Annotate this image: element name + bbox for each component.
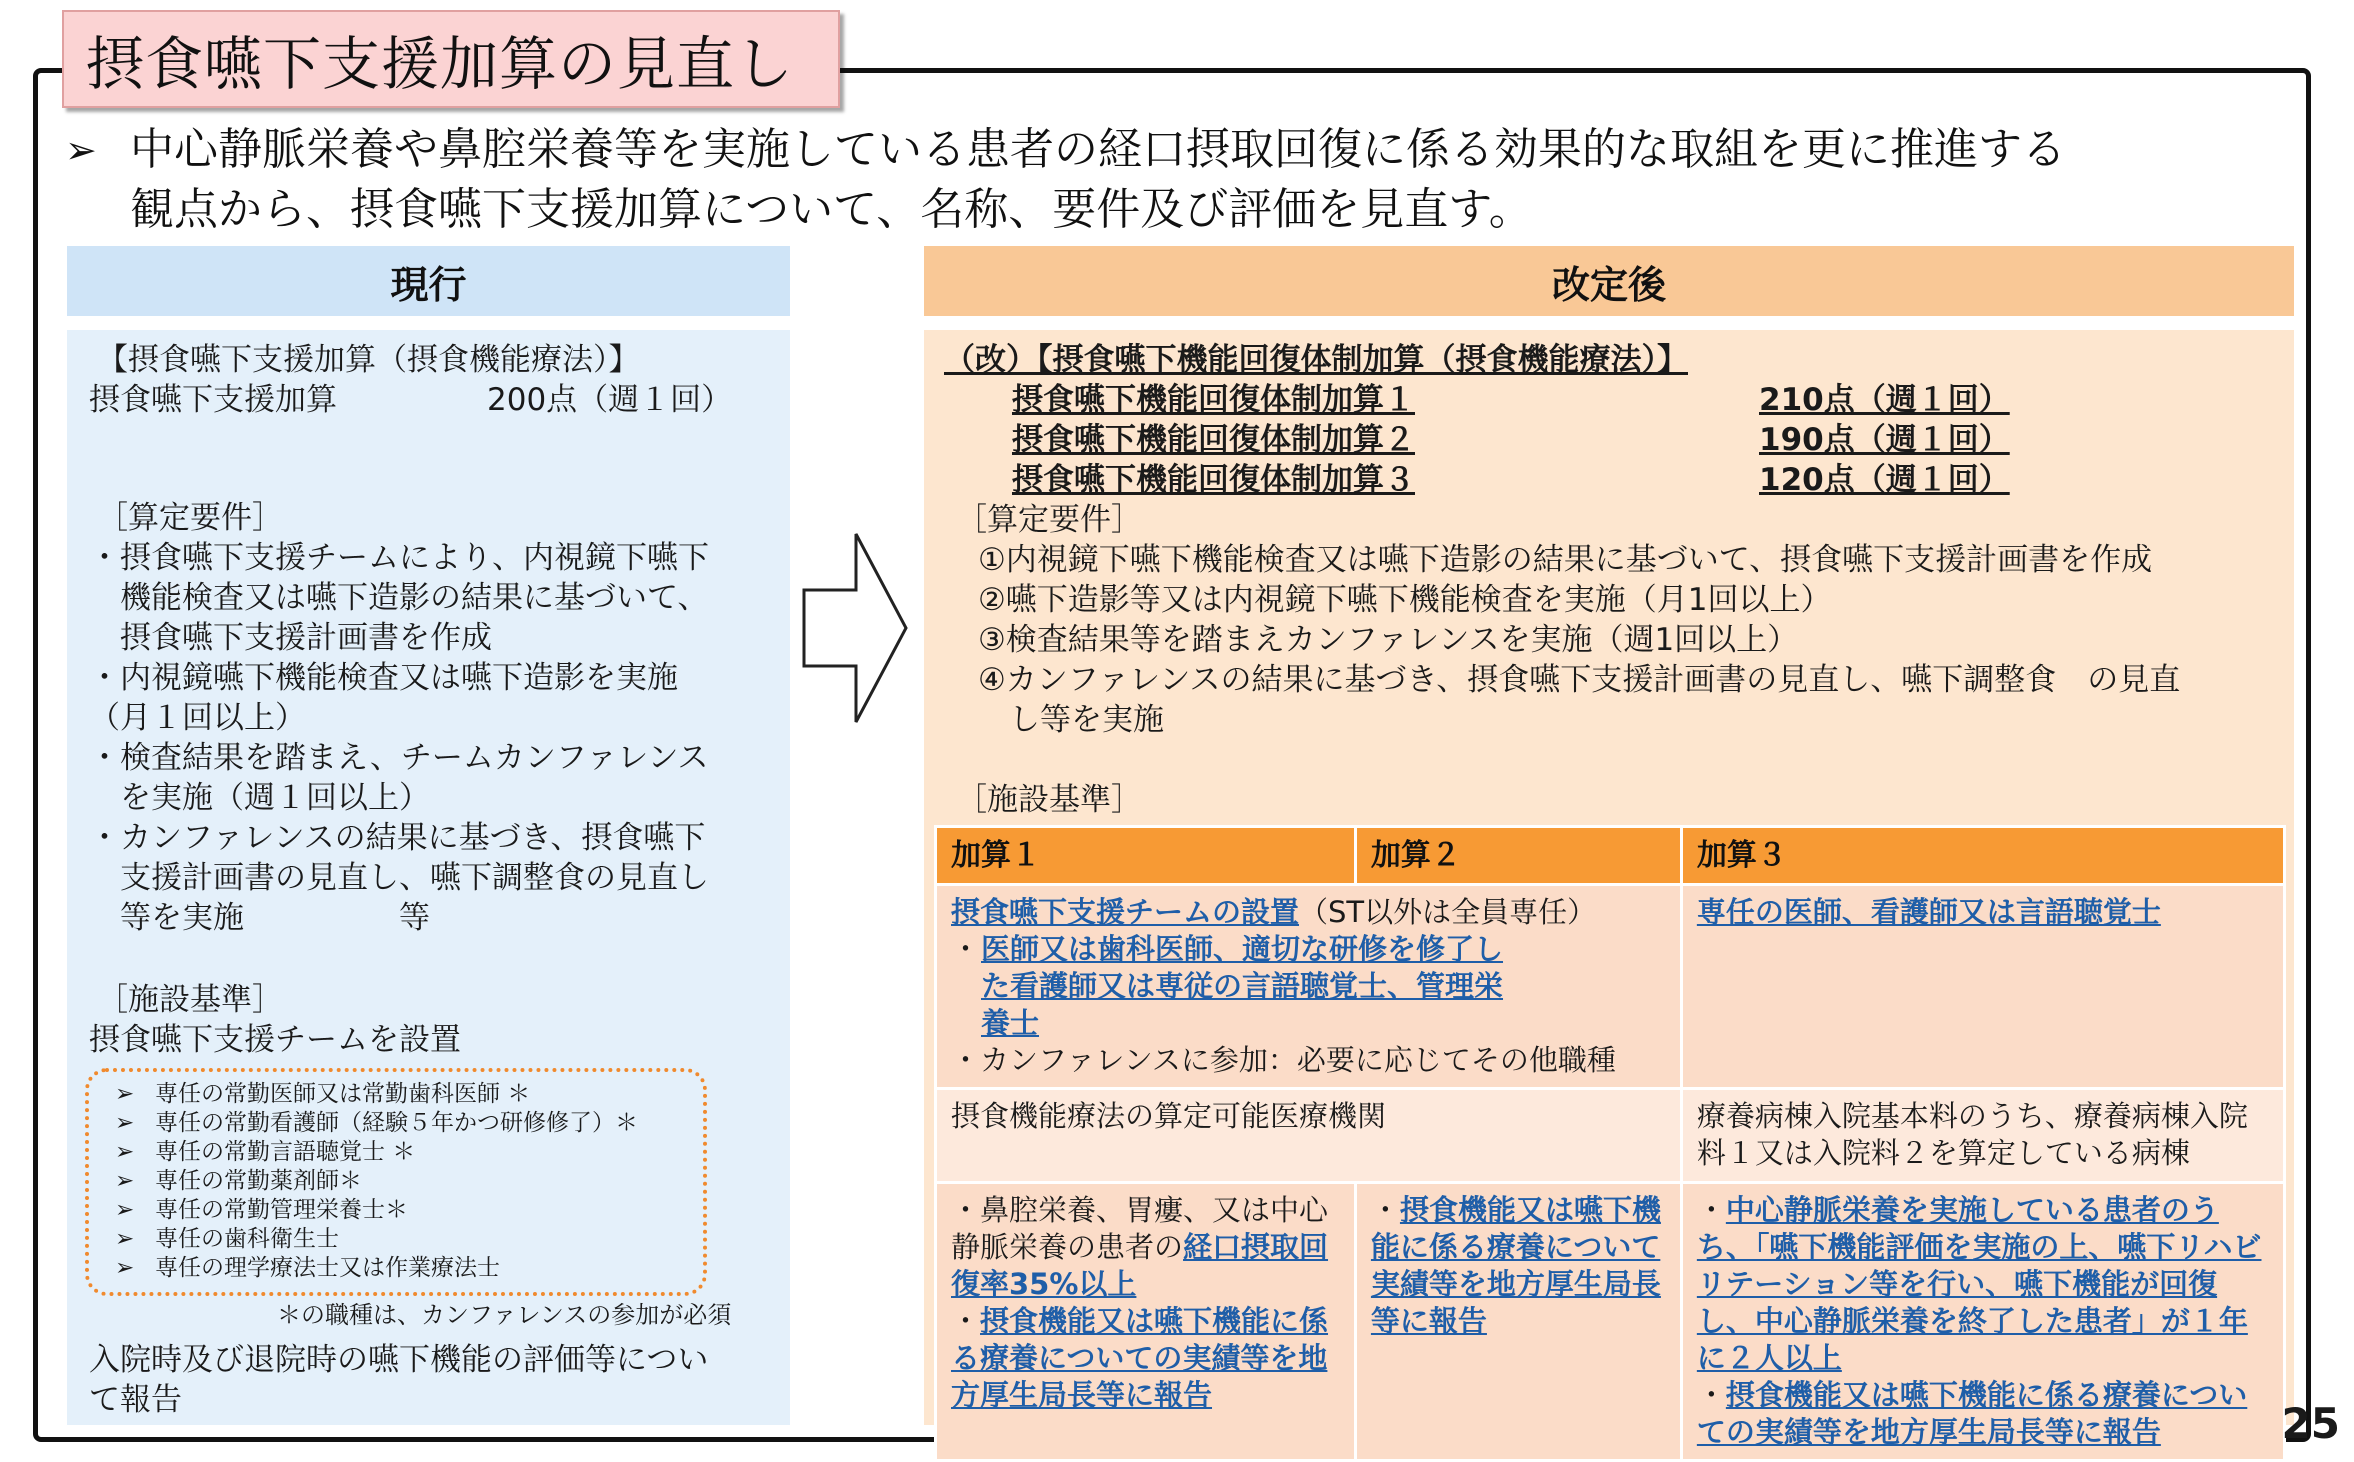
current-req-line: を実施（週１回以上） — [89, 780, 430, 816]
col-header-3: 加算３ — [1681, 827, 2284, 885]
revised-item-1-label: 摂食嚥下機能回復体制加算１ — [1012, 382, 1415, 418]
revised-item-2-label: 摂食嚥下機能回復体制加算２ — [1012, 422, 1415, 458]
team-setup-text: 摂食嚥下支援チームの設置 — [951, 895, 1300, 929]
revised-item-3-points: 120点（週１回） — [1759, 462, 2010, 498]
staff-item-text: 専任の常勤医師又は常勤歯科医師 ＊ — [155, 1081, 531, 1107]
arrow-bullet-icon: ➢ — [115, 1197, 135, 1223]
staff-members-text: 医師又は歯科医師、適切な研修を修了した看護師又は専従の言語聴覚士、管理栄養士 — [981, 932, 1504, 1040]
bullet: ・ — [1696, 1378, 1726, 1412]
bullet: ・ — [951, 1304, 981, 1338]
current-req-line: ・検査結果を踏まえ、チームカンファレンス — [89, 740, 709, 776]
current-name: 【摂食嚥下支援加算（摂食機能療法）】 — [97, 342, 640, 378]
staff-list — [115, 1080, 638, 1283]
add3-result-text: 中心静脈栄養を実施している患者のうち、「嚥下機能評価を実施の上、嚥下リハビリテーション等を行い、嚥下機能が回復し、中心静脈栄養を終了した患者」が１年に２人以上 — [1696, 1193, 2262, 1375]
table-row — [936, 885, 2285, 1089]
current-req-line: （月１回以上） — [89, 700, 306, 736]
arrow-bullet-icon: ➢ — [115, 1110, 135, 1136]
lead-line-2: 観点から、摂食嚥下支援加算について、名称、要件及び評価を見直す。 — [130, 184, 1533, 235]
ward-cell: 療養病棟入院基本料のうち、療養病棟入院料１又は入院料２を算定している病棟 — [1681, 1089, 2284, 1183]
staff-item-text: 専任の歯科衛生士 — [155, 1226, 339, 1252]
add1-report-text: 摂食機能又は嚥下機能に係る療養についての実績等を地方厚生局長等に報告 — [951, 1304, 1329, 1412]
conference-note: ・カンファレンスに参加：必要に応じてその他職種 — [951, 1043, 1616, 1077]
add3-staff-text: 専任の医師、看護師又は言語聴覚士 — [1696, 895, 2161, 929]
revised-req-list — [978, 540, 2180, 740]
staff-item-text: 専任の常勤言語聴覚士 ＊ — [155, 1139, 416, 1165]
current-req-list — [89, 538, 709, 938]
add2-result-cell — [1355, 1183, 1681, 1461]
page-number: 25 — [2281, 1399, 2340, 1448]
slide-title: 摂食嚥下支援加算の見直し — [62, 10, 840, 108]
current-eval-2: て報告 — [89, 1382, 182, 1418]
lead-line-1: 中心静脈栄養や鼻腔栄養等を実施している患者の経口摂取回復に係る効果的な取組を更に推進する — [130, 124, 2066, 175]
current-req-line: 摂食嚥下支援計画書を作成 — [89, 620, 492, 656]
staff-item — [115, 1254, 638, 1283]
current-req-line: 等を実施 等 — [89, 900, 430, 936]
staff-item — [115, 1167, 638, 1196]
institution-cell: 摂食機能療法の算定可能医療機関 — [936, 1089, 1682, 1183]
revised-item-3-label: 摂食嚥下機能回復体制加算３ — [1012, 462, 1415, 498]
revised-name: （改）【摂食嚥下機能回復体制加算（摂食機能療法）】 — [944, 342, 1688, 378]
revised-req-line: ②嚥下造影等又は内視鏡下嚥下機能検査を実施（月1回以上） — [978, 582, 1832, 618]
revised-item-2-points: 190点（週１回） — [1759, 422, 2010, 458]
staff-requirement-cell — [936, 885, 1682, 1089]
add3-result-cell — [1681, 1183, 2284, 1461]
add2-report-text: 摂食機能又は嚥下機能に係る療養について実績等を地方厚生局長等に報告 — [1370, 1193, 1661, 1338]
team-setup-note: （ST以外は全員専任） — [1299, 895, 1597, 929]
col-header-2: 加算２ — [1355, 827, 1681, 885]
current-req-line: 機能検査又は嚥下造影の結果に基づいて、 — [89, 580, 709, 616]
current-fac-title: ［施設基準］ — [97, 982, 283, 1018]
table-row — [936, 1183, 2285, 1461]
revised-req-line: ④カンファレンスの結果に基づき、摂食嚥下支援計画書の見直し、嚥下調整食 の見直 — [978, 662, 2181, 698]
add1-result-cell — [936, 1183, 1356, 1461]
current-req-line: ・摂食嚥下支援チームにより、内視鏡下嚥下 — [89, 540, 709, 576]
table-header-row — [936, 827, 2285, 885]
add1-result-text: ・鼻腔栄養、胃瘻、又は中心静脈栄養の患者の — [951, 1193, 1329, 1264]
staff-item — [115, 1225, 638, 1254]
revised-header: 改定後 — [924, 246, 2294, 316]
staff-item-text: 専任の常勤看護師（経験５年かつ研修修了）＊ — [155, 1110, 638, 1136]
col-header-1: 加算１ — [936, 827, 1356, 885]
table-row — [936, 1089, 2285, 1183]
arrow-bullet-icon: ➢ — [115, 1139, 135, 1165]
bullet: ・ — [951, 932, 981, 966]
staff-item — [115, 1109, 638, 1138]
arrow-bullet-icon: ➢ — [115, 1255, 135, 1281]
revised-item-1-points: 210点（週１回） — [1759, 382, 2010, 418]
current-header: 現行 — [67, 246, 790, 316]
arrow-bullet-icon: ➢ — [65, 128, 97, 172]
revised-req-line: ①内視鏡下嚥下機能検査又は嚥下造影の結果に基づいて、摂食嚥下支援計画書を作成 — [978, 542, 2153, 578]
current-fac-line: 摂食嚥下支援チームを設置 — [89, 1022, 461, 1058]
current-req-line: 支援計画書の見直し、嚥下調整食の見直し — [89, 860, 709, 896]
bullet: ・ — [1696, 1193, 1726, 1227]
current-eval-1: 入院時及び退院時の嚥下機能の評価等につい — [89, 1342, 709, 1378]
staff-item — [115, 1196, 638, 1225]
staff-item-text: 専任の常勤薬剤師＊ — [155, 1168, 362, 1194]
oral-recovery-rate: 経口摂取回復率35%以上 — [951, 1230, 1329, 1301]
staff-item — [115, 1080, 638, 1109]
add3-report-text: 摂食機能又は嚥下機能に係る療養についての実績等を地方厚生局長等に報告 — [1696, 1378, 2248, 1449]
arrow-bullet-icon: ➢ — [115, 1168, 135, 1194]
arrow-bullet-icon: ➢ — [115, 1081, 135, 1107]
add3-staff-cell — [1681, 885, 2284, 1089]
arrow-bullet-icon: ➢ — [115, 1226, 135, 1252]
current-req-line: ・カンファレンスの結果に基づき、摂食嚥下 — [89, 820, 706, 856]
staff-item-text: 専任の理学療法士又は作業療法士 — [155, 1255, 500, 1281]
bullet: ・ — [1370, 1193, 1400, 1227]
current-req-line: ・内視鏡嚥下機能検査又は嚥下造影を実施 — [89, 660, 678, 696]
staff-note: ＊の職種は、カンファレンスの参加が必須 — [277, 1301, 732, 1329]
revised-fac-title: ［施設基準］ — [956, 782, 1142, 818]
right-arrow-icon — [800, 528, 912, 728]
staff-item — [115, 1138, 638, 1167]
current-points: 200点（週１回） — [487, 382, 733, 418]
revised-req-title: ［算定要件］ — [956, 502, 1142, 538]
facility-table — [934, 825, 2286, 1462]
revised-req-line: ③検査結果等を踏まえカンファレンスを実施（週1回以上） — [978, 622, 1799, 658]
staff-item-text: 専任の常勤管理栄養士＊ — [155, 1197, 408, 1223]
current-item: 摂食嚥下支援加算 — [89, 382, 337, 418]
revised-req-line: し等を実施 — [978, 702, 1164, 738]
current-req-title: ［算定要件］ — [97, 500, 283, 536]
